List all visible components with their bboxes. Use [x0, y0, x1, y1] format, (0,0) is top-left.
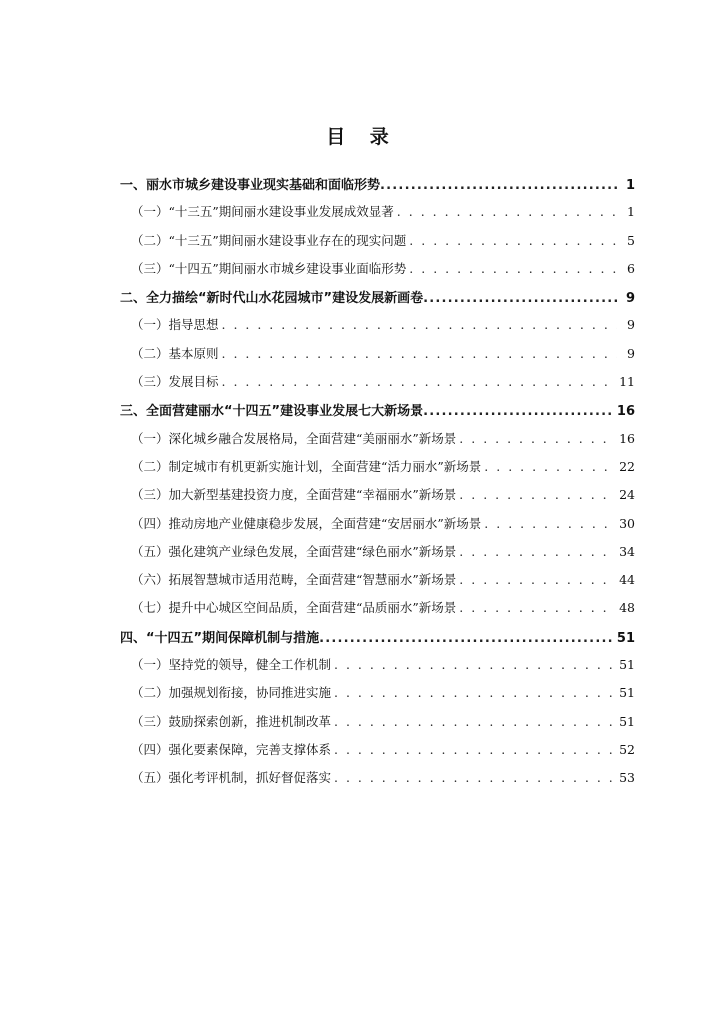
toc-entry-label: （二）制定城市有机更新实施计划，全面营建“活力丽水”新场景	[131, 458, 482, 474]
toc-entry-page-number: 51	[616, 630, 635, 646]
toc-section-entry[interactable]	[120, 259, 635, 287]
toc-chapter-entry[interactable]	[120, 400, 635, 428]
toc-entry-page-number: 9	[627, 345, 635, 361]
dot-leader	[459, 600, 615, 615]
toc-entry-page-number: 9	[625, 291, 635, 307]
toc-entry-label: （三）加大新型基建投资力度，全面营建“幸福丽水”新场景	[131, 487, 457, 503]
toc-chapter-entry[interactable]	[120, 287, 635, 315]
dot-leader	[459, 544, 615, 559]
toc-section-entry[interactable]	[120, 542, 635, 570]
toc-section-entry[interactable]	[120, 231, 635, 259]
toc-entry-page-number: 1	[627, 204, 635, 220]
toc-entry-label: （一）深化城乡融合发展格局，全面营建“美丽丽水”新场景	[131, 430, 457, 446]
toc-section-entry[interactable]	[120, 683, 635, 711]
toc-entry-page-number: 5	[627, 232, 635, 248]
dot-leader	[459, 431, 615, 446]
dot-leader	[334, 770, 615, 785]
dot-leader	[459, 487, 615, 502]
toc-entry-page-number: 1	[625, 178, 635, 193]
toc-entry-page-number: 52	[619, 741, 635, 757]
toc-section-entry[interactable]	[120, 514, 635, 542]
toc-entry-label: （七）提升中心城区空间品质，全面营建“品质丽水”新场景	[131, 600, 457, 616]
toc-chapter-entry[interactable]	[120, 627, 635, 655]
toc-entry-label: （四）强化要素保障，完善支撑体系	[131, 741, 332, 757]
toc-entry-label: （一）坚持党的领导，健全工作机制	[131, 657, 332, 673]
toc-entry-page-number: 6	[627, 260, 635, 276]
dot-leader	[409, 261, 617, 276]
toc-entry-label: （四）推动房地产业健康稳步发展，全面营建“安居丽水”新场景	[131, 515, 482, 531]
toc-entry-label: （三）发展目标	[131, 374, 219, 390]
toc-section-entry[interactable]	[120, 202, 635, 230]
toc-section-entry[interactable]	[120, 598, 635, 626]
dot-leader	[334, 657, 615, 672]
toc-entry-label: （二）加强规划衔接，协同推进实施	[131, 685, 332, 701]
toc-section-entry[interactable]	[120, 429, 635, 457]
toc-entry-page-number: 22	[619, 458, 635, 474]
toc-entry-label: 四、“十四五”期间保障机制与措施	[120, 630, 320, 646]
toc-section-entry[interactable]	[120, 655, 635, 683]
toc-entry-label: 一、丽水市城乡建设事业现实基础和面临形势	[120, 178, 381, 193]
toc-section-entry[interactable]	[120, 485, 635, 513]
toc-entry-page-number: 30	[619, 515, 635, 531]
dot-leader	[409, 233, 617, 248]
toc-entry-page-number: 16	[616, 404, 635, 420]
dot-leader	[459, 572, 615, 587]
toc-entry-label: （二）“十三五”期间丽水建设事业存在的现实问题	[131, 232, 407, 248]
toc-section-entry[interactable]	[120, 457, 635, 485]
toc-section-entry[interactable]	[120, 570, 635, 598]
toc-section-entry[interactable]	[120, 315, 635, 343]
toc-entry-label: （六）拓展智慧城市适用范畴，全面营建“智慧丽水”新场景	[131, 572, 457, 588]
toc-entry-label: （五）强化考评机制，抓好督促落实	[131, 770, 332, 786]
dot-leader	[222, 317, 617, 332]
dot-leader	[334, 742, 615, 757]
toc-entry-page-number: 34	[619, 543, 635, 559]
toc-entry-label: 三、全面营建丽水“十四五”建设事业发展七大新场景	[120, 404, 424, 420]
toc-entry-page-number: 51	[619, 685, 635, 701]
dot-leader	[334, 685, 615, 700]
dot-leader	[423, 404, 613, 419]
dot-leader	[319, 631, 613, 646]
toc-entry-page-number: 44	[619, 572, 635, 588]
dot-leader	[484, 459, 615, 474]
toc-entry-label: （三）“十四五”期间丽水市城乡建设事业面临形势	[131, 260, 407, 276]
toc-chapter-entry[interactable]	[120, 174, 635, 202]
toc-entry-page-number: 11	[619, 374, 635, 390]
dot-leader	[222, 346, 617, 361]
dot-leader	[334, 714, 615, 729]
dot-leader	[484, 516, 615, 531]
toc-entry-page-number: 51	[619, 713, 635, 729]
toc-entry-label: （二）基本原则	[131, 345, 219, 361]
toc-entry-page-number: 51	[619, 657, 635, 673]
toc-section-entry[interactable]	[120, 344, 635, 372]
toc-entry-page-number: 24	[619, 487, 635, 503]
toc-entry-page-number: 48	[619, 600, 635, 616]
dot-leader	[397, 204, 617, 219]
dot-leader	[222, 374, 616, 389]
dot-leader	[423, 291, 617, 306]
toc-section-entry[interactable]	[120, 372, 635, 400]
toc-entry-label: （三）鼓励探索创新，推进机制改革	[131, 713, 332, 729]
toc-section-entry[interactable]	[120, 768, 635, 796]
toc-section-entry[interactable]	[120, 740, 635, 768]
toc-entry-label: （五）强化建筑产业绿色发展，全面营建“绿色丽水”新场景	[131, 543, 457, 559]
toc-entry-page-number: 16	[619, 430, 635, 446]
toc-entry-label: 二、全力描绘“新时代山水花园城市”建设发展新画卷	[120, 291, 424, 307]
toc-title: 目 录	[326, 126, 398, 148]
toc-section-entry[interactable]	[120, 712, 635, 740]
toc-entry-label: （一）指导思想	[131, 317, 219, 333]
toc-entry-label: （一）“十三五”期间丽水建设事业发展成效显著	[131, 204, 394, 220]
toc-entry-page-number: 9	[627, 317, 635, 333]
dot-leader	[380, 178, 617, 193]
toc-entry-page-number: 53	[619, 770, 635, 786]
table-of-contents	[120, 174, 635, 797]
